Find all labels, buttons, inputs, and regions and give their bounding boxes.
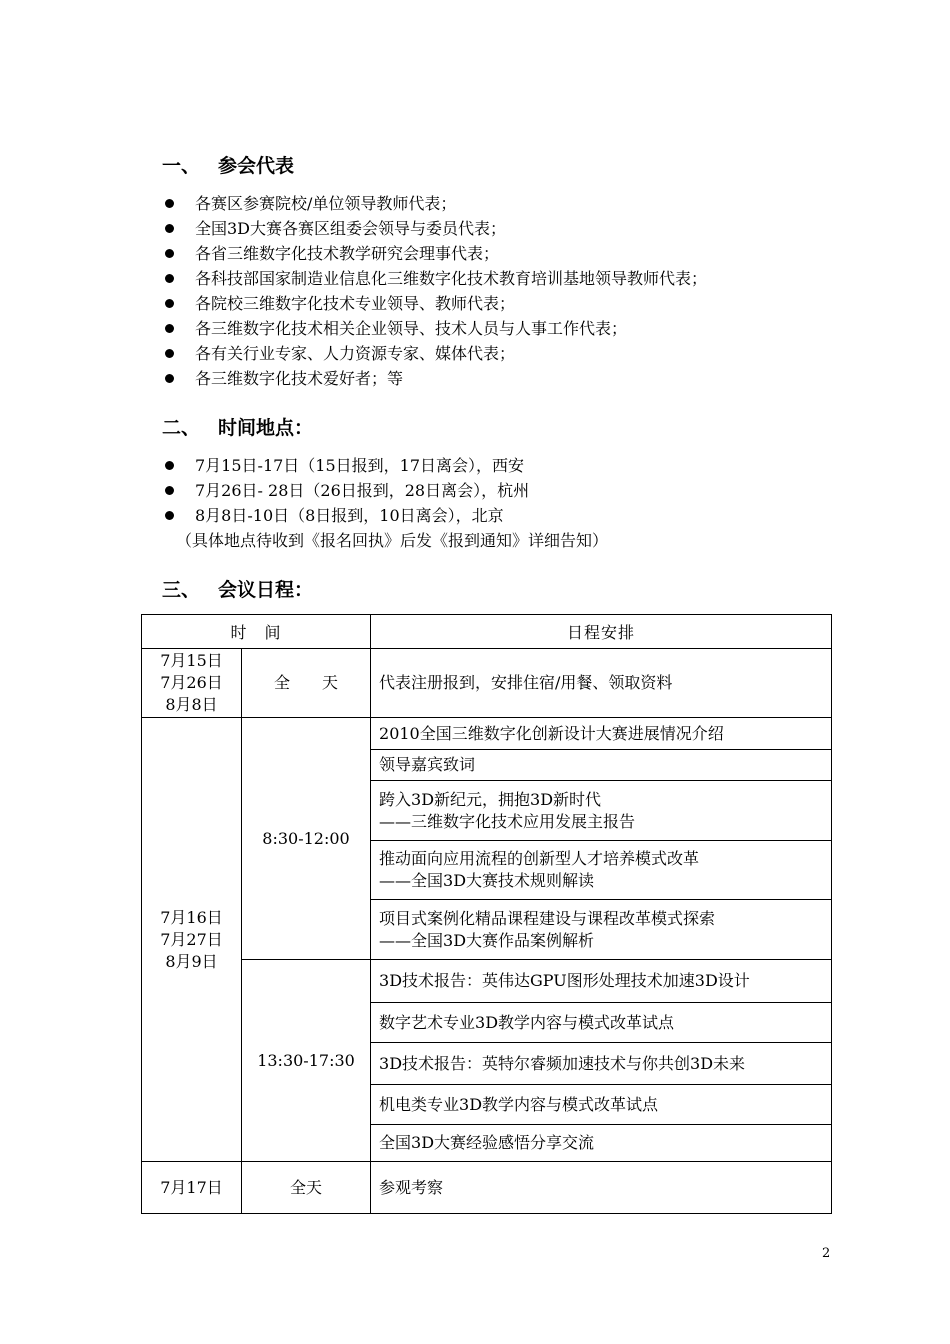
list-item: 全国3D大赛各赛区组委会领导与委员代表； [162,216,707,241]
schedule-cell: 机电类专业3D教学内容与模式改革试点 [371,1085,832,1125]
section-title: 时间地点： [218,417,314,439]
schedule-cell: 推动面向应用流程的创新型人才培养模式改革 ——全国3D大赛技术规则解读 [371,841,832,900]
header-schedule: 日程安排 [371,615,832,649]
schedule-table [141,614,832,1214]
list-item: 各三维数字化技术相关企业领导、技术人员与人事工作代表； [162,316,707,341]
list-item: 7月26日- 28日（26日报到，28日离会），杭州 [162,478,529,503]
list-item: 各有关行业专家、人力资源专家、媒体代表； [162,341,707,366]
time-location-list [162,453,529,528]
time-cell: 全 天 [242,649,371,718]
location-note: （具体地点待收到《报名回执》后发《报到通知》详细告知） [176,531,609,550]
section-heading-3 [162,578,313,602]
table-row [142,649,832,718]
schedule-cell: 项目式案例化精品课程建设与课程改革模式探索 ——全国3D大赛作品案例解析 [371,900,832,960]
table-row [142,718,832,750]
schedule-cell: 领导嘉宾致词 [371,750,832,781]
table-row [142,960,832,1003]
section-heading-1 [162,154,294,178]
list-item: 各赛区参赛院校/单位领导教师代表； [162,191,707,216]
schedule-cell: 代表注册报到，安排住宿/用餐、领取资料 [371,649,832,718]
schedule-cell: 跨入3D新纪元，拥抱3D新时代 ——三维数字化技术应用发展主报告 [371,781,832,841]
page-number: 2 [822,1246,831,1261]
schedule-cell: 3D技术报告：英伟达GPU图形处理技术加速3D设计 [371,960,832,1003]
schedule-cell: 全国3D大赛经验感悟分享交流 [371,1125,832,1162]
list-item: 各院校三维数字化技术专业领导、教师代表； [162,291,707,316]
attendee-list [162,191,707,391]
date-cell: 7月15日 7月26日 8月8日 [142,649,242,718]
date-cell: 7月16日 7月27日 8月9日 [142,718,242,1162]
section-number: 三、 [162,579,201,601]
schedule-cell: 3D技术报告：英特尔睿频加速技术与你共创3D未来 [371,1043,832,1085]
time-cell: 8:30-12:00 [242,718,371,960]
section-title: 参会代表 [218,155,295,177]
list-item: 各科技部国家制造业信息化三维数字化技术教育培训基地领导教师代表； [162,266,707,291]
section-number: 一、 [162,155,201,177]
time-cell: 全天 [242,1162,371,1214]
schedule-cell: 2010全国三维数字化创新设计大赛进展情况介绍 [371,718,832,750]
table-header-row [142,615,832,649]
schedule-cell: 参观考察 [371,1162,832,1214]
list-item: 各三维数字化技术爱好者；等 [162,366,707,391]
section-heading-2 [162,416,313,440]
schedule-cell: 数字艺术专业3D教学内容与模式改革试点 [371,1003,832,1043]
table-row [142,1162,832,1214]
header-time: 时 间 [142,615,371,649]
section-number: 二、 [162,417,201,439]
list-item: 各省三维数字化技术教学研究会理事代表； [162,241,707,266]
list-item: 7月15日-17日（15日报到，17日离会），西安 [162,453,529,478]
list-item: 8月8日-10日（8日报到，10日离会），北京 [162,503,529,528]
time-cell: 13:30-17:30 [242,960,371,1162]
date-cell: 7月17日 [142,1162,242,1214]
section-title: 会议日程： [218,579,314,601]
